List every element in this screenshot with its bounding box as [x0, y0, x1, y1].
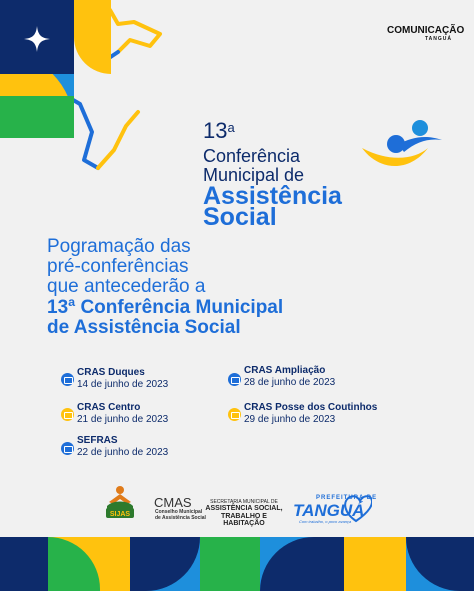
- schedule-item-name: CRAS Centro: [77, 402, 141, 413]
- title-bold-1: Assistência: [203, 182, 342, 210]
- schedule-item-date: 28 de junho de 2023: [244, 377, 336, 388]
- schedule-item-date: 22 de junho de 2023: [77, 447, 169, 458]
- secretaria-line-1: SECRETARIA MUNICIPAL DE: [210, 499, 278, 505]
- band-blue-2: [260, 537, 344, 591]
- secretaria-line-2: ASSISTÊNCIA SOCIAL,: [205, 505, 283, 512]
- intro-line-4: 13ª Conferência Municipal: [47, 297, 284, 318]
- band-blue-3: [406, 537, 474, 591]
- prefeitura-label: PREFEITURA DE: [316, 495, 378, 501]
- band-yellow: [48, 537, 100, 591]
- schedule-item-date: 21 de junho de 2023: [77, 414, 169, 425]
- calendar-icon: [228, 408, 241, 421]
- schedule-item-date: 29 de junho de 2023: [244, 414, 336, 425]
- band-navy: [0, 537, 48, 591]
- sijas-label: SIJAS: [109, 511, 131, 518]
- title-bold-2: Social: [203, 203, 277, 231]
- calendar-icon: [228, 373, 241, 386]
- band-blue: [130, 537, 200, 591]
- cmas-subtitle: Conselho Municipal de Assistência Social: [155, 509, 206, 521]
- schedule-item-name: CRAS Duques: [77, 367, 145, 378]
- band-yellow-3: [344, 537, 406, 591]
- intro-line-2: pré-conferências: [47, 256, 189, 277]
- sparkle-icon: [24, 26, 50, 52]
- calendar-icon: [61, 408, 74, 421]
- band-yellow-2: [100, 537, 130, 591]
- title-number: 13$^a$: [203, 118, 235, 143]
- brand-sub: TANGUÁ: [425, 36, 453, 42]
- schedule-item-name: CRAS Ampliação: [244, 365, 326, 376]
- prefeitura-slogan: Com trabalho, o povo avança: [299, 519, 352, 524]
- brand-name: COMUNICAÇÃO: [387, 25, 465, 36]
- sijas-logo: [103, 484, 137, 520]
- intro-line-5: de Assistência Social: [47, 317, 241, 338]
- schedule-item-name: SEFRAS: [77, 435, 118, 446]
- corner-block-green: [0, 96, 74, 138]
- schedule-item-name: CRAS Posse dos Coutinhos: [244, 402, 378, 413]
- title-line-1: Conferência: [203, 146, 301, 166]
- schedule-item-date: 14 de junho de 2023: [77, 379, 169, 390]
- people-figures-icon: [358, 118, 442, 176]
- calendar-icon: [61, 442, 74, 455]
- band-green: [200, 537, 260, 591]
- intro-line-1: Pogramação das: [47, 236, 191, 257]
- title-line-2: Municipal de: [203, 165, 305, 185]
- intro-line-3: que antecederão a: [47, 276, 206, 297]
- prefeitura-name: TANGUÁ: [293, 501, 365, 520]
- secretaria-line-3: TRABALHO E HABITAÇÃO: [221, 513, 267, 527]
- cmas-title: CMAS: [154, 495, 192, 510]
- calendar-icon: [61, 373, 74, 386]
